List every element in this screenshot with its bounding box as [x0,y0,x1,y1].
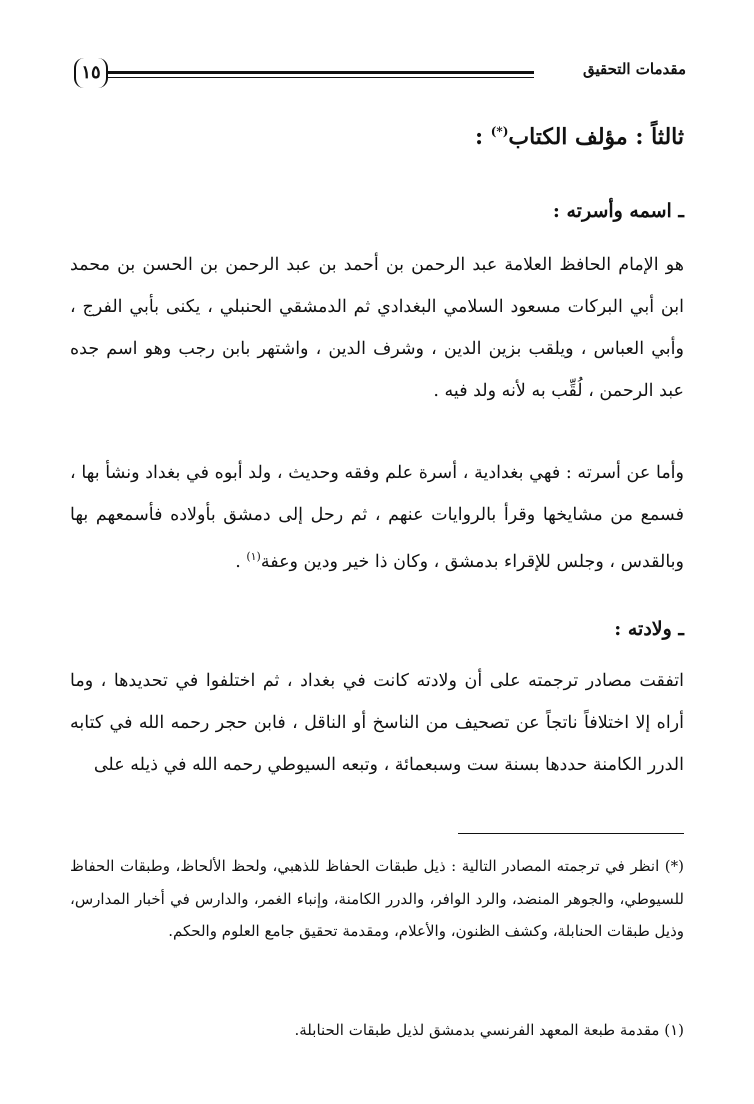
section-title-end: : [474,124,491,150]
header-rule-thin [108,77,534,78]
section-title [380,124,684,150]
subsection-heading-birth: ـ ولادته : [614,618,684,640]
section-title-footnote-marker: (*) [490,124,509,139]
paragraph-name [70,244,684,412]
paragraph-family-end: . [235,551,247,572]
footnote-sources-text: (*) انظر في ترجمته المصادر التالية : ذيل طبقات الحفاظ للذهبي، ولحظ الألحاظ، وطبقات الحفاظ للسيوطي، والجوهر المنضد، والرد الوافر، والدرر الكامنة، وإنباء الغمر، والدارس في أخبار المدارس، وذيل طبقات الحنابلة، وكشف الظنون، والأعلام، ومقدمة تحقيق جامع العلوم والحكم. [70,857,684,940]
footnote-1-text: (١) مقدمة طبعة المعهد الفرنسي بدمشق لذيل طبقات الحنابلة. [294,1021,684,1039]
header-rule-thick [108,71,534,74]
footnote-separator [458,833,684,834]
running-header-title: مقدمات التحقيق [582,60,686,78]
paragraph-family-text: وأما عن أسرته : فهي بغدادية ، أسرة علم وفقه وحديث ، ولد أبوه في بغداد ونشأ بها ، فسمع من مشايخها وقرأ بالروايات عنهم ، ثم رحل إلى دمشق بأولاده فأسمعهم بها وبالقدس ، وجلس للإقراء بدمشق ، وكان ذا خير ودين وعفة [70,463,684,572]
footnote-marker-1: (١) [246,550,261,563]
subsection-heading-name-family: ـ اسمه وأسرته : [552,200,684,222]
page-number: ١٥ [74,58,108,88]
paragraph-birth [70,660,684,786]
footnote-sources [70,850,684,948]
paragraph-birth-text: اتفقت مصادر ترجمته على أن ولادته كانت في بغداد ، ثم اختلفوا في تحديدها ، وما أراه إلا اختلافاً ناتجاً عن تصحيف من الناسخ أو الناقل ، فابن حجر رحمه الله في كتابه الدرر الكامنة حددها بسنة ست وسبعمائة ، وتبعه السيوطي رحمه الله في ذيله على [70,671,684,775]
paragraph-name-text: هو الإمام الحافظ العلامة عبد الرحمن بن أحمد بن عبد الرحمن بن الحسن بن محمد ابن أبي البركات مسعود السلامي البغدادي ثم الدمشقي الحنبلي ، يكنى بأبي الفرج ، وأبي العباس ، ويلقب بزين الدين ، وشرف الدين ، واشتهر بابن رجب وهو اسم جده عبد الرحمن ، لُقِّب به لأنه ولد فيه . [70,255,684,401]
footnote-1 [70,1014,684,1047]
paragraph-family [70,452,684,583]
section-title-text: ثالثاً : مؤلف الكتاب [508,124,684,150]
paragraph-family-line [70,452,684,583]
